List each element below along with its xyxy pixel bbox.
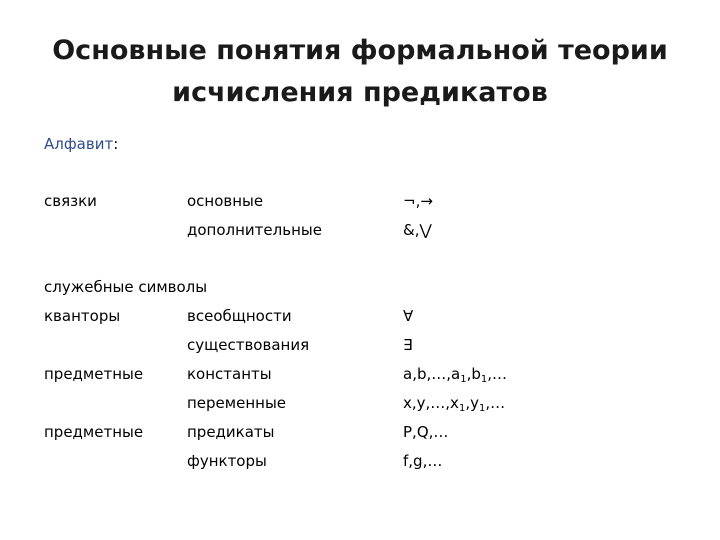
title-line-1: Основные понятия формальной теории [52, 35, 668, 66]
existential-symbol: ∃ [403, 336, 413, 354]
alphabet-colon: : [113, 135, 119, 153]
constants-sub-1: 1 [460, 374, 467, 385]
variables-part-a: x,y,…,x [403, 394, 459, 412]
variables-tail: ,… [485, 394, 506, 412]
connectives-basic-label: основные [187, 192, 264, 210]
constants-label: константы [187, 365, 272, 383]
variables-sub-1: 1 [458, 403, 466, 414]
variables-symbols [403, 393, 505, 413]
constants-part-b: ,b [466, 365, 481, 383]
universal-symbol: ∀ [403, 307, 414, 325]
variables-part-b: ,y [465, 394, 479, 412]
variables-sub-2: 1 [478, 403, 486, 414]
title-line-2: исчисления предикатов [172, 77, 548, 108]
predicates-symbols: P,Q,… [403, 423, 449, 441]
subject-label-2: предметные [44, 423, 144, 441]
constants-symbols [403, 364, 507, 384]
service-symbols-label: служебные символы [44, 278, 208, 296]
functors-symbols: f,g,… [403, 452, 443, 470]
connectives-basic-symbols: ¬,→ [403, 192, 433, 210]
constants-part-a: a,b,…,a [403, 365, 461, 383]
constants-sub-2: 1 [480, 374, 488, 385]
universal-label: всеобщности [187, 307, 292, 325]
page-title [0, 30, 720, 114]
quantifiers-label: кванторы [44, 307, 121, 325]
variables-label: переменные [187, 394, 287, 412]
constants-tail: ,… [487, 365, 508, 383]
alphabet-label: Алфавит [44, 135, 114, 153]
subject-label-1: предметные [44, 365, 144, 383]
connectives-extra-label: дополнительные [187, 221, 322, 239]
functors-label: функторы [187, 452, 267, 470]
existential-label: существования [187, 336, 310, 354]
connectives-extra-symbols: &,⋁ [403, 221, 432, 239]
connectives-label: связки [44, 192, 97, 210]
alphabet-heading [44, 134, 118, 154]
predicates-label: предикаты [187, 423, 275, 441]
